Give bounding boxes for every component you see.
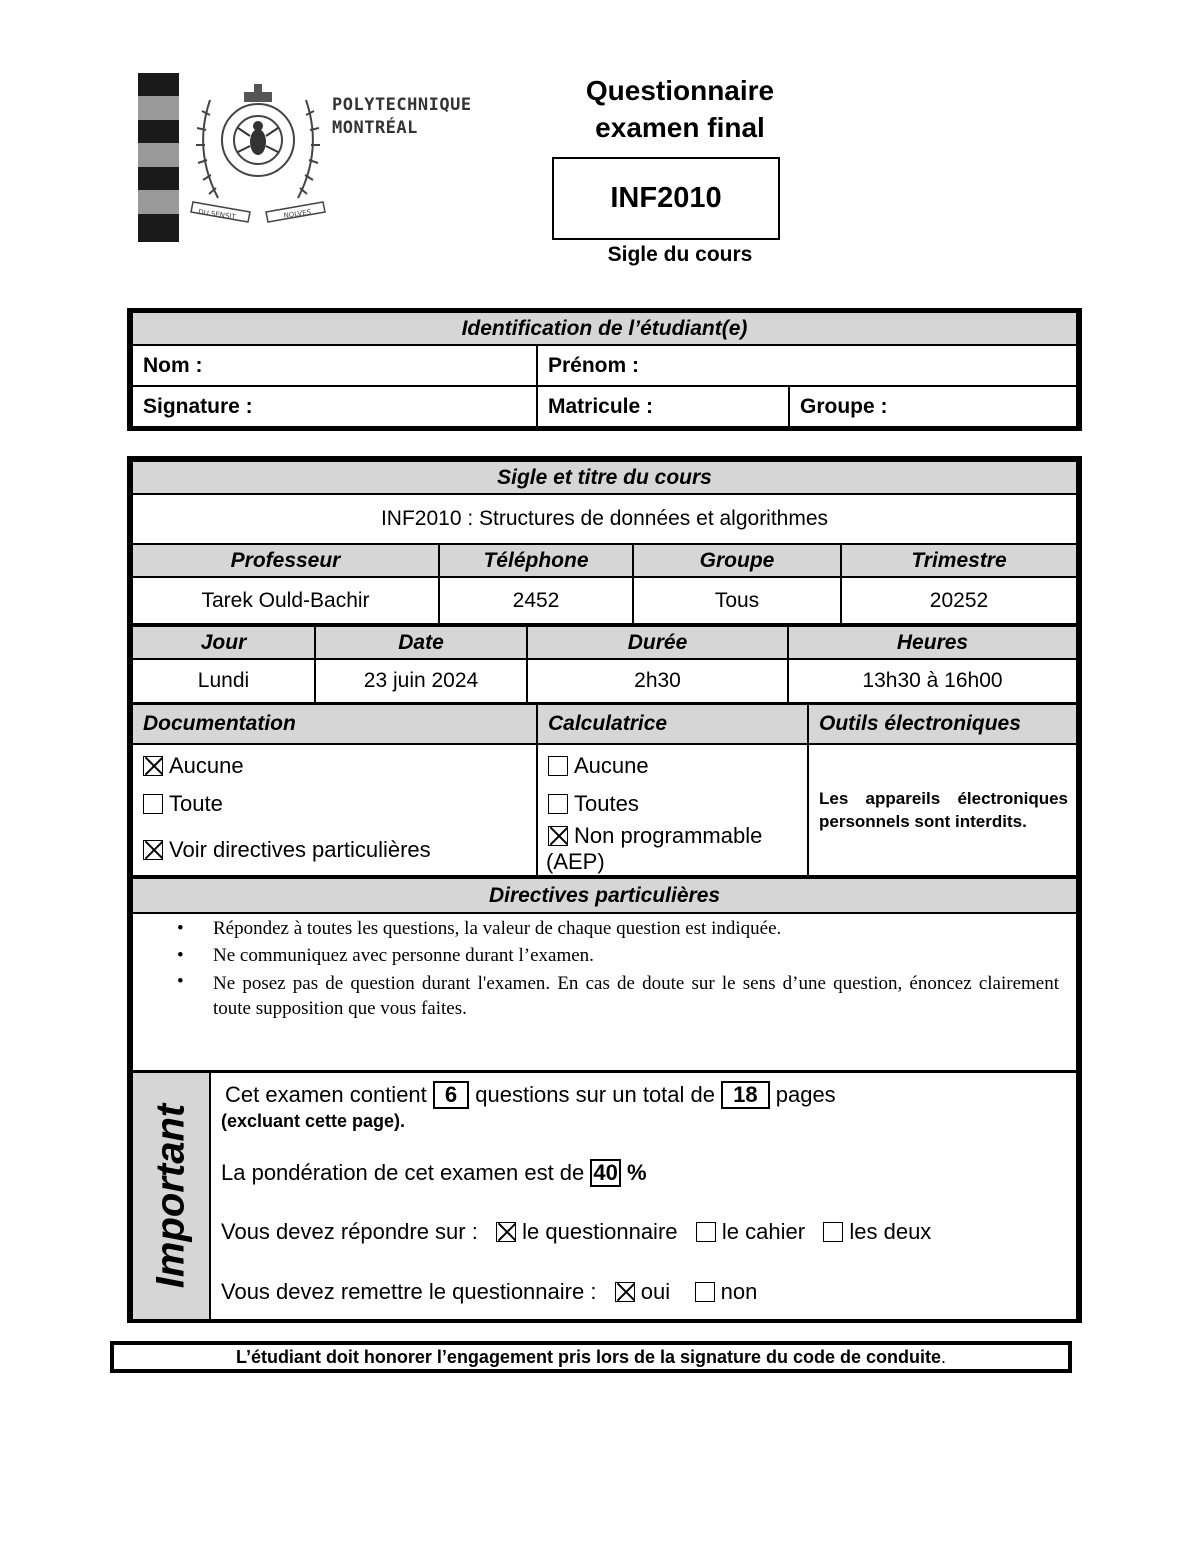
answer-line [221, 1219, 931, 1245]
institution-name-line1: POLYTECHNIQUE [332, 95, 472, 115]
course-title-value: INF2010 : Structures de données et algorithmes [132, 494, 1077, 544]
value-telephone: 2452 [439, 577, 633, 624]
pages-count: 18 [721, 1081, 769, 1109]
seal-motto-right: NOLVES [283, 208, 312, 220]
checkbox-icon[interactable] [548, 756, 568, 776]
groupe-field[interactable]: Groupe : [789, 386, 1077, 427]
important-table [131, 1071, 1078, 1321]
calc-option-aucune[interactable] [548, 753, 649, 779]
calc-option-label: Non programmable [574, 823, 763, 848]
outils-text: Les appareils électroniques personnels sont interdits. [808, 744, 1077, 876]
header-duree: Durée [527, 626, 788, 659]
conduct-period: . [941, 1346, 947, 1367]
directives-table [131, 877, 1078, 1072]
header-date: Date [315, 626, 527, 659]
doc-option-label: Aucune [169, 753, 244, 778]
value-trimestre: 20252 [841, 577, 1077, 624]
polytechnique-seal-icon [188, 80, 328, 225]
directives-header: Directives particulières [132, 878, 1077, 913]
course-code-label: Sigle du cours [607, 243, 753, 266]
pages-text: questions sur un total de [475, 1082, 715, 1107]
institution-name-line2: MONTRÉAL [332, 118, 418, 138]
calc-note: (AEP) [546, 849, 605, 874]
important-label: Important [148, 1103, 193, 1289]
header-professeur: Professeur [132, 544, 439, 577]
course-info-table [131, 543, 1078, 625]
schedule-table [131, 625, 1078, 704]
prenom-field[interactable]: Prénom : [537, 345, 1077, 386]
calculatrice-header: Calculatrice [537, 704, 808, 744]
important-content [210, 1072, 1077, 1320]
checkbox-icon[interactable] [696, 1222, 716, 1242]
value-heures: 13h30 à 16h00 [788, 659, 1077, 703]
directive-bullet: • [177, 971, 184, 992]
return-option-non[interactable] [695, 1279, 758, 1304]
questions-count: 6 [433, 1081, 469, 1109]
identification-title: Identification de l’étudiant(e) [132, 312, 1077, 345]
return-option-label: oui [640, 1279, 671, 1304]
calc-option-non-programmable[interactable] [548, 823, 762, 849]
checkbox-icon[interactable] [143, 794, 163, 814]
signature-field[interactable]: Signature : [132, 386, 537, 427]
calculatrice-options [537, 744, 808, 876]
answer-option-deux[interactable] [823, 1219, 931, 1244]
directive-bullet: • [177, 945, 184, 966]
exam-title-line2: examen final [595, 112, 765, 143]
answer-option-label: le questionnaire [522, 1219, 678, 1244]
exam-title-line1: Questionnaire [585, 75, 775, 106]
return-option-label: non [720, 1279, 758, 1304]
weight-text: La pondération de cet examen est de [221, 1160, 585, 1185]
value-duree: 2h30 [527, 659, 788, 703]
value-jour: Lundi [132, 659, 315, 703]
calc-option-label: Toutes [574, 791, 639, 816]
value-professeur: Tarek Ould-Bachir [132, 577, 439, 624]
return-option-oui[interactable] [615, 1279, 670, 1304]
course-title-header: Sigle et titre du cours [132, 461, 1077, 494]
header-telephone: Téléphone [439, 544, 633, 577]
pages-suffix: pages [775, 1082, 836, 1107]
header-heures: Heures [788, 626, 1077, 659]
checkbox-icon[interactable] [548, 794, 568, 814]
doc-option-aucune[interactable] [143, 753, 244, 779]
matricule-field[interactable]: Matricule : [537, 386, 789, 427]
conduct-text: L’étudiant doit honorer l’engagement pris lors de la signature du code de conduite [235, 1346, 942, 1367]
weight-line [221, 1159, 647, 1187]
directives-list [132, 913, 1077, 1071]
header-groupe: Groupe [633, 544, 841, 577]
header-jour: Jour [132, 626, 315, 659]
value-groupe: Tous [633, 577, 841, 624]
weight-value: 40 [590, 1159, 620, 1187]
return-label: Vous devez remettre le questionnaire : [221, 1279, 597, 1304]
course-code-box: INF2010 [552, 157, 780, 240]
checkbox-checked-icon[interactable] [143, 756, 163, 776]
documentation-options [132, 744, 537, 876]
doc-option-directives[interactable] [143, 837, 431, 863]
pages-note: (excluant cette page). [221, 1111, 406, 1131]
questions-line [225, 1081, 836, 1109]
outils-header: Outils électroniques [808, 704, 1077, 744]
checkbox-checked-icon[interactable] [615, 1282, 635, 1302]
conduct-footer [110, 1341, 1072, 1373]
checkbox-icon[interactable] [823, 1222, 843, 1242]
nom-field[interactable]: Nom : [132, 345, 537, 386]
materials-table [131, 703, 1078, 877]
directive-item-2: Ne communiquez avec personne durant l’examen. [213, 945, 594, 966]
answer-option-label: le cahier [721, 1219, 806, 1244]
answer-option-cahier[interactable] [696, 1219, 805, 1244]
important-side-cell [132, 1072, 210, 1320]
answer-option-label: les deux [849, 1219, 932, 1244]
checkbox-checked-icon[interactable] [143, 840, 163, 860]
calc-option-label: Aucune [574, 753, 649, 778]
documentation-header: Documentation [132, 704, 537, 744]
weight-percent: % [627, 1160, 647, 1185]
doc-option-label: Toute [169, 791, 223, 816]
value-date: 23 juin 2024 [315, 659, 527, 703]
directive-item-1: Répondez à toutes les questions, la valeur de chaque question est indiquée. [213, 918, 782, 939]
checkbox-icon[interactable] [695, 1282, 715, 1302]
questions-text: Cet examen contient [225, 1082, 427, 1107]
header-trimestre: Trimestre [841, 544, 1077, 577]
checkbox-checked-icon[interactable] [548, 826, 568, 846]
doc-option-toute[interactable] [143, 791, 223, 817]
course-title-table [131, 460, 1078, 545]
return-line [221, 1279, 757, 1305]
identification-table [131, 311, 1078, 428]
directive-bullet: • [177, 918, 184, 939]
doc-option-label: Voir directives particulières [169, 837, 431, 862]
checkbox-checked-icon[interactable] [496, 1222, 516, 1242]
calc-option-toutes[interactable] [548, 791, 639, 817]
seal-motto-left: DU SENSIT [197, 208, 237, 222]
directive-item-3: Ne posez pas de question durant l'examen. En cas de doute sur le sens d’une question, énoncez clairement toute supposition que vous faites. [213, 973, 1059, 1019]
answer-option-questionnaire[interactable] [496, 1219, 677, 1244]
answer-label: Vous devez répondre sur : [221, 1219, 478, 1244]
